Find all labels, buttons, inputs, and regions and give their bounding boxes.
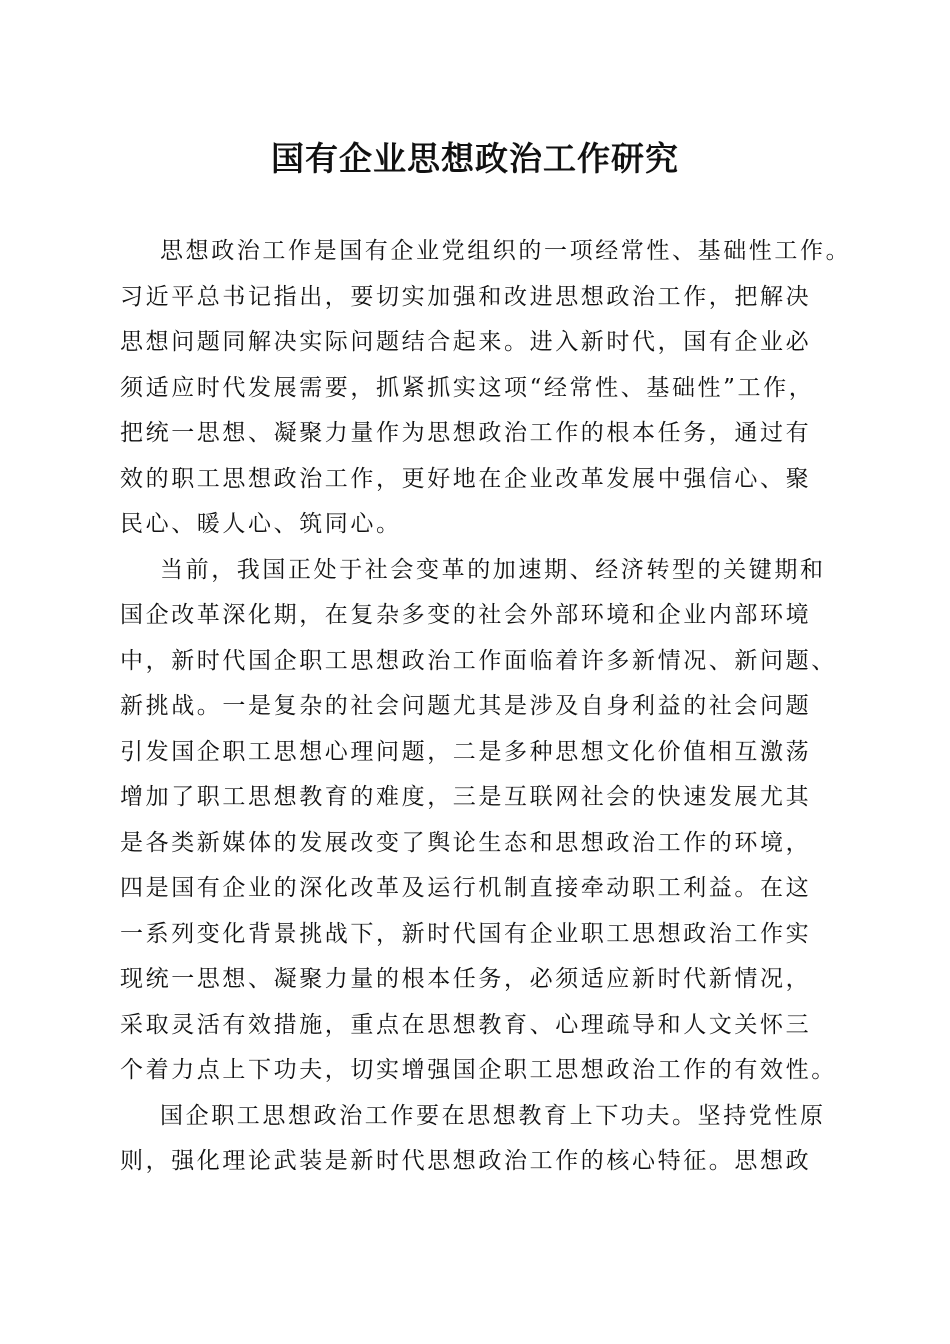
paragraph-2 xyxy=(120,548,840,1094)
text-line: 新挑战。一是复杂的社会问题尤其是涉及自身利益的社会问题 xyxy=(120,693,812,719)
document-title: 国有企业思想政治工作研究 xyxy=(271,139,679,178)
text-line: 民心、暖人心、筑同心。 xyxy=(120,511,402,537)
text-line: 效的职工思想政治工作，更好地在企业改革发展中强信心、聚 xyxy=(120,465,812,492)
paragraph-1 xyxy=(120,229,852,548)
document-body xyxy=(120,229,852,1185)
text-line: 国企职工思想政治工作要在思想教育上下功夫。坚持党性原 xyxy=(160,1102,826,1129)
paragraph-3 xyxy=(120,1094,840,1185)
text-line: 增加了职工思想教育的难度，三是互联网社会的快速发展尤其 xyxy=(120,784,812,810)
text-line: 一系列变化背景挑战下，新时代国有企业职工思想政治工作实 xyxy=(120,920,812,947)
text-line: 四是国有企业的深化改革及运行机制直接牵动职工利益。在这 xyxy=(120,875,812,901)
text-line: 须适应时代发展需要，抓紧抓实这项“经常性、基础性”工作， xyxy=(120,374,815,401)
text-line: 国企改革深化期，在复杂多变的社会外部环境和企业内部环境 xyxy=(120,602,812,628)
text-line: 思想问题同解决实际问题结合起来。进入新时代，国有企业必 xyxy=(120,329,812,355)
text-line: 把统一思想、凝聚力量作为思想政治工作的根本任务，通过有 xyxy=(120,420,812,446)
text-line: 中，新时代国企职工思想政治工作面临着许多新情况、新问题、 xyxy=(120,647,837,674)
text-line: 则，强化理论武装是新时代思想政治工作的核心特征。思想政 xyxy=(120,1148,812,1174)
text-line: 是各类新媒体的发展改变了舆论生态和思想政治工作的环境， xyxy=(120,829,812,856)
text-line: 采取灵活有效措施，重点在思想教育、心理疏导和人文关怀三 xyxy=(120,1011,812,1038)
text-line: 引发国企职工思想心理问题，二是多种思想文化价值相互激荡 xyxy=(120,738,812,765)
text-line: 习近平总书记指出，要切实加强和改进思想政治工作，把解决 xyxy=(120,283,812,310)
text-line: 思想政治工作是国有企业党组织的一项经常性、基础性工作。 xyxy=(160,238,852,264)
text-line: 个着力点上下功夫，切实增强国企职工思想政治工作的有效性。 xyxy=(120,1057,837,1083)
text-line: 当前，我国正处于社会变革的加速期、经济转型的关键期和 xyxy=(160,556,826,583)
text-line: 现统一思想、凝聚力量的根本任务，必须适应新时代新情况， xyxy=(120,966,812,992)
